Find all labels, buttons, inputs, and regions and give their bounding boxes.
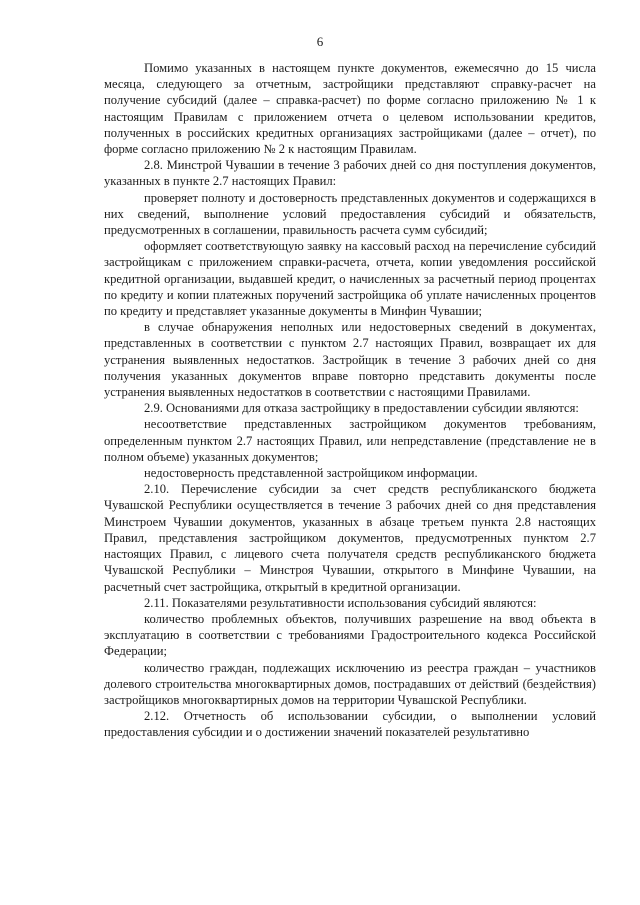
paragraph: в случае обнаружения неполных или недостоверных сведений в документах, представленных в соответствии с пунктом 2.7 настоящих Правил, возвращает их для устранения выявленных недостатков. Застройщик в течение 3 рабочих дней со дня получения указанных документов вправе повторно представить документы после устранения выявленных недостатков в соответствии с настоящими Правилами.	[104, 320, 596, 400]
paragraph: 2.12. Отчетность об использовании субсидии, о выполнении условий предоставления субсидии и о достижении значений показателей результативно	[104, 709, 596, 740]
paragraph: оформляет соответствующую заявку на кассовый расход на перечисление субсидий застройщикам с приложением справки-расчета, отчета, копии уведомления российской кредитной организации, выдавшей кредит, о начисленных за расчетный период процентах по кредиту и копии платежных поручений застройщика об уплате начисленных процентов по кредиту и представляет указанные документы в Минфин Чувашии;	[104, 239, 596, 319]
paragraph: 2.10. Перечисление субсидии за счет средств республиканского бюджета Чувашской Республики осуществляется в течение 3 рабочих дней со дня представления Минстроем Чувашии документов, указанных в абзаце третьем пункта 2.8 настоящих Правил, представления застройщиком документов, предусмотренных пунктом 2.7 настоящих Правил, с лицевого счета получателя средств республиканского бюджета Чувашской Республики – Минстроя Чувашии, открытого в Минфине Чувашии, на расчетный счет застройщика, открытый в кредитной организации.	[104, 482, 596, 594]
paragraph: количество проблемных объектов, получивших разрешение на ввод объекта в эксплуатацию в соответствии с требованиями Градостроительного кодекса Российской Федерации;	[104, 611, 596, 659]
page-number: 6	[316, 34, 324, 49]
paragraph: количество граждан, подлежащих исключению из реестра граждан – участников долевого строительства многоквартирных домов, пострадавших от действий (бездействия) застройщиков многоквартирных домов на территории Чувашской Республики.	[104, 660, 596, 707]
paragraph: Помимо указанных в настоящем пункте документов, ежемесячно до 15 числа месяца, следующего за отчетным, застройщики представляют справку-расчет на получение субсидий (далее – справка-расчет) по форме согласно приложению № 1 к настоящим Правилам с приложением отчета о целевом использовании кредитов, полученных в российских кредитных организациях застройщиками (далее – отчет), по форме согласно приложению № 2 к настоящим Правилам.	[104, 61, 596, 157]
paragraph: несоответствие представленных застройщиком документов требованиям, определенным пунктом 2.7 настоящих Правил, или непредставление (представление не в полном объеме) указанных документов;	[104, 417, 596, 464]
paragraph: 2.8. Минстрой Чувашии в течение 3 рабочих дней со дня поступления документов, указанных в пункте 2.7 настоящих Правил:	[104, 158, 596, 189]
paragraph: недостоверность представленной застройщиком информации.	[144, 466, 478, 481]
paragraph: 2.9. Основаниями для отказа застройщику в предоставлении субсидии являются:	[144, 401, 579, 416]
paragraph: 2.11. Показателями результативности использования субсидий являются:	[144, 595, 537, 610]
document-body	[104, 60, 596, 741]
paragraph: проверяет полноту и достоверность представленных документов и содержащихся в них сведений, выполнение условий предоставления субсидий и обязательств, предусмотренных в соглашении, правильность расчета сумм субсидий;	[104, 190, 596, 238]
